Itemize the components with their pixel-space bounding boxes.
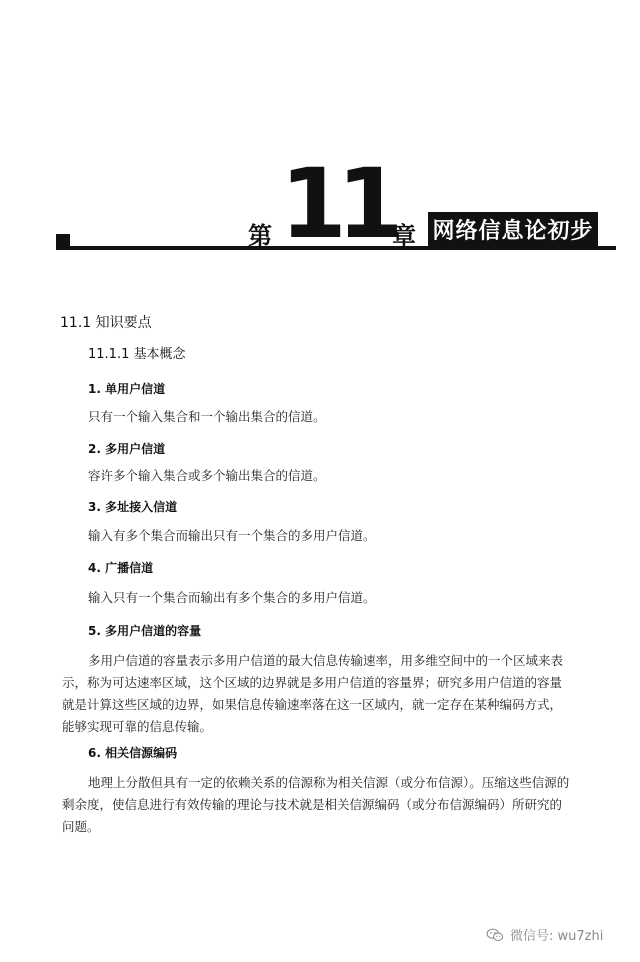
section-heading: 11.1 知识要点 <box>60 315 152 331</box>
chapter-prefix: 第 <box>248 222 272 250</box>
item-heading: 1. 单用户信道 <box>88 382 166 396</box>
item-text: 问题。 <box>62 819 100 834</box>
item-heading: 5. 多用户信道的容量 <box>88 624 202 638</box>
item-text: 示，称为可达速率区域，这个区域的边界就是多用户信道的容量界；研究多用户信道的容量 <box>62 675 563 690</box>
chapter-header <box>0 150 640 270</box>
item-heading: 6. 相关信源编码 <box>88 746 178 760</box>
item-text: 只有一个输入集合和一个输出集合的信道。 <box>88 409 326 424</box>
chapter-suffix: 章 <box>392 222 416 250</box>
subsection-heading: 11.1.1 基本概念 <box>88 347 186 362</box>
item-text: 地理上分散但具有一定的依赖关系的信源称为相关信源（或分布信源）。压缩这些信源的 <box>88 775 570 790</box>
item-text: 就是计算这些区域的边界，如果信息传输速率落在这一区域内，就一定存在某种编码方式， <box>62 697 563 712</box>
wechat-icon <box>486 928 504 942</box>
item-text: 剩余度，使信息进行有效传输的理论与技术就是相关信源编码（或分布信源编码）所研究的 <box>62 797 563 812</box>
item-text: 多用户信道的容量表示多用户信道的最大信息传输速率，用多维空间中的一个区域来表 <box>88 653 564 668</box>
item-text: 容许多个输入集合或多个输出集合的信道。 <box>88 468 326 483</box>
watermark <box>486 925 603 944</box>
item-text: 输入只有一个集合而输出有多个集合的多用户信道。 <box>88 590 376 605</box>
item-text: 能够实现可靠的信息传输。 <box>62 719 213 734</box>
watermark-text: 微信号: wu7zhi <box>510 929 604 944</box>
item-heading: 2. 多用户信道 <box>88 442 166 456</box>
item-text: 输入有多个集合而输出只有一个集合的多用户信道。 <box>88 528 376 543</box>
chapter-number: 11 <box>280 148 394 260</box>
item-heading: 3. 多址接入信道 <box>88 500 178 514</box>
item-heading: 4. 广播信道 <box>88 561 154 575</box>
chapter-title: 网络信息论初步 <box>428 212 598 246</box>
